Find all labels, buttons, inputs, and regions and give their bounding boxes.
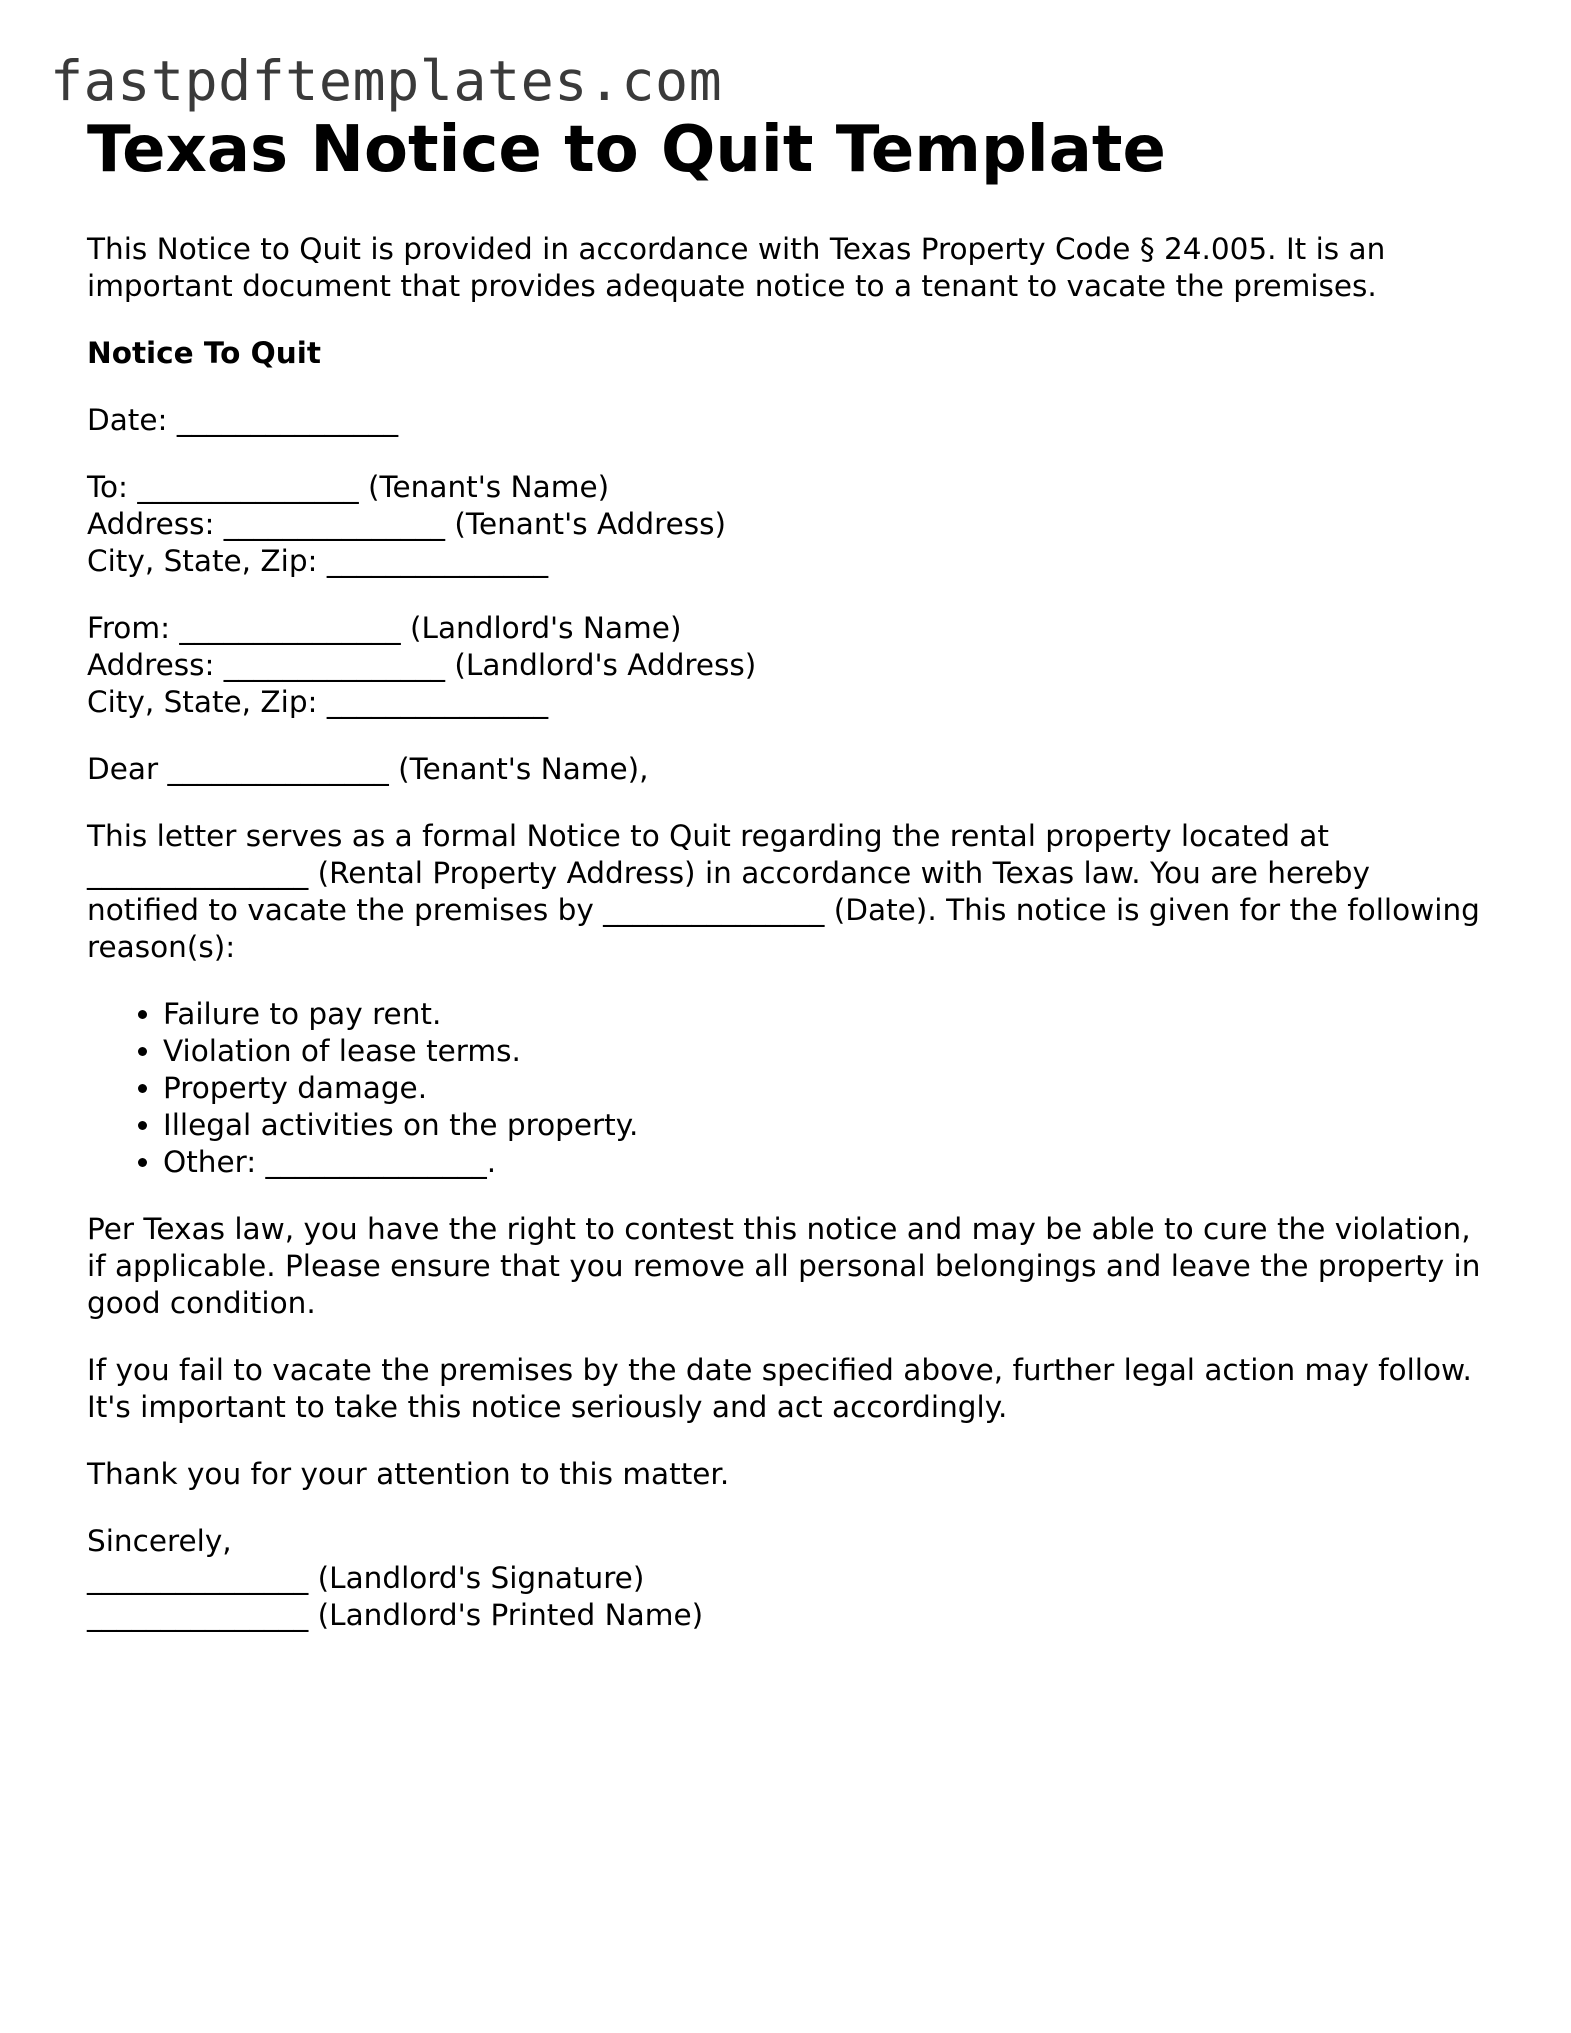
tenant-address-block [87,469,1487,580]
tenant-city-line: City, State, Zip: _______________ [87,544,549,578]
printed-name-line: _______________ (Landlord's Printed Name) [87,1598,704,1632]
tenant-address-line: Address: _______________ (Tenant's Address) [87,507,726,541]
list-item: • Other: _______________. [163,1144,1487,1181]
list-item: • Failure to pay rent. [163,996,1487,1033]
signature-block [87,1523,1487,1634]
landlord-city-line: City, State, Zip: _______________ [87,685,549,719]
warning-paragraph: If you fail to vacate the premises by the date specified above, further legal action may follow. It's important to take this notice seriously and act accordingly. [87,1353,1472,1424]
list-item: • Illegal activities on the property. [163,1107,1487,1144]
list-item: • Property damage. [163,1070,1487,1107]
landlord-address-line: Address: _______________ (Landlord's Address) [87,648,757,682]
tenant-name-line: To: _______________ (Tenant's Name) [87,470,610,504]
rights-paragraph: Per Texas law, you have the right to contest this notice and may be able to cure the violation, if applicable. Please ensure that you remove all personal belongings and leave the property in good condition. [87,1212,1481,1320]
closing-line: Sincerely, [87,1524,232,1558]
list-item: • Violation of lease terms. [163,1033,1487,1070]
section-heading: Notice To Quit [87,336,321,370]
date-line: Date: _______________ [87,403,399,437]
notice-paragraph: This letter serves as a formal Notice to Quit regarding the rental property located at _______________ (Rental Property Address) in accordance with Texas law. You are hereby notified to vacate the premises by _______________ (Date). This notice is given for the following reason(s): [87,819,1480,964]
document-page [87,110,1487,1664]
landlord-address-block [87,610,1487,721]
salutation: Dear _______________ (Tenant's Name), [87,752,649,786]
thanks-line: Thank you for your attention to this matter. [87,1457,730,1491]
intro-paragraph: This Notice to Quit is provided in accordance with Texas Property Code § 24.005. It is an important document that provides adequate notice to a tenant to vacate the premises. [87,232,1386,303]
reasons-list [87,996,1487,1181]
landlord-name-line: From: _______________ (Landlord's Name) [87,611,682,645]
site-watermark: fastpdftemplates.com [50,49,723,113]
document-body [87,231,1487,1634]
document-title: Texas Notice to Quit Template [87,113,1166,187]
signature-line: _______________ (Landlord's Signature) [87,1561,645,1595]
